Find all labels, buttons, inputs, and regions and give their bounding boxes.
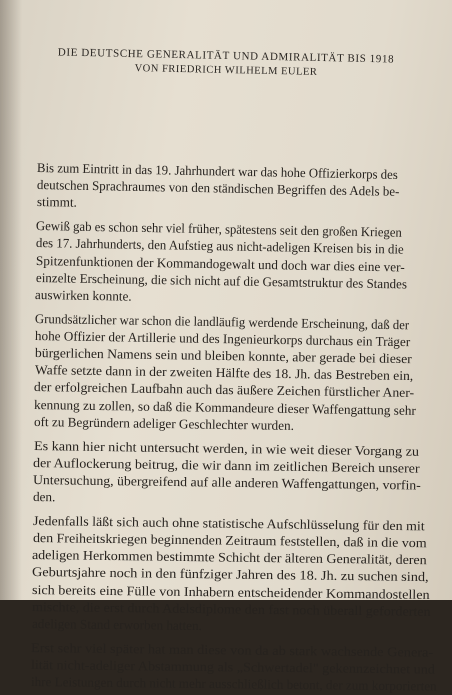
text-line: Spitzenfunktionen der Kommandogewalt und doch war dies eine ver- bbox=[35, 252, 405, 275]
text-line: lität nicht-adeliger Abstammung als „Schwertadel" gekennzeichnet und bbox=[30, 656, 436, 677]
text-line: bürgerlichen Namens sein und bleiben konnte, aber gerade bei dieser bbox=[34, 345, 412, 367]
text-line: adeligen Herkommen bestimmte Schicht der älteren Generalität, deren bbox=[32, 547, 428, 568]
text-line: deutschen Sprachraumes von den ständischen Begriffen des Adels be- bbox=[36, 177, 400, 200]
text-line: Erst sehr viel später hat man diese von da ab stark wachsende Genera- bbox=[31, 639, 434, 660]
text-line: der erfolgreichen Laufbahn auch das äußere Zeichen fürstlicher Aner- bbox=[34, 379, 415, 401]
text-line: Untersuchung, übergreifend auf alle anderen Waffengattungen, vorfin- bbox=[33, 471, 422, 493]
text-line: hohe Offizier der Artillerie und des Ingenieurkorps durchaus ein Träger bbox=[34, 327, 411, 350]
text-line: den. bbox=[32, 489, 56, 505]
text-line: Jedenfalls läßt sich auch ohne statistische Aufschlüsselung für den mit bbox=[32, 512, 425, 534]
text-line: ihre Leistungen durch nicht mehr ausschließlich betont, der zum korporierten bbox=[30, 674, 437, 694]
text-line: des 17. Jahrhunderts, den Aufstieg aus nicht-adeligen Kreisen bis in die bbox=[35, 235, 404, 257]
text-line: sich bereits eine Fülle von Inhabern entscheidender Kommandostellen bbox=[31, 581, 430, 602]
text-line: oft zu Begründern adeliger Geschlechter wurden. bbox=[33, 413, 295, 433]
author-byline: VON FRIEDRICH WILHELM EULER bbox=[134, 63, 318, 78]
text-line: Waffe setzte dann in der zweiten Hälfte des 18. Jh. das Bestreben ein, bbox=[34, 362, 413, 384]
text-line: mischte, die erst durch Adelsdiplome den fast noch überall geforderten bbox=[31, 598, 431, 619]
page-title: DIE DEUTSCHE GENERALITÄT UND ADMIRALITÄT BIS 1918 bbox=[57, 46, 395, 66]
text-line: Gewiß gab es schon sehr viel früher, spätestens seit den großen Kriegen bbox=[36, 218, 403, 240]
page-gutter-shadow bbox=[0, 0, 22, 600]
text-line: stimmt. bbox=[36, 194, 77, 211]
text-line: Bis zum Eintritt in das 19. Jahrhundert war das hohe Offizierkorps des bbox=[36, 160, 398, 182]
text-line: Es kann hier nicht untersucht werden, in wie weit dieser Vorgang zu bbox=[33, 437, 419, 459]
text-line: adeligen Stand erworben hatten. bbox=[31, 616, 202, 634]
text-line: den Freiheitskriegen beginnenden Zeitraum feststellen, daß in die vom bbox=[32, 530, 427, 551]
text-line: der Auflockerung beitrug, die wir dann im zeitlichen Bereich unserer bbox=[33, 454, 421, 476]
text-line: Geburtsjahre noch in den fünfziger Jahren des 18. Jh. zu suchen sind, bbox=[32, 564, 429, 585]
text-line: auswirken konnte. bbox=[35, 286, 133, 304]
text-line: einzelte Erscheinung, die sich nicht auf die Gesamtstruktur des Standes bbox=[35, 269, 407, 292]
text-line: Grundsätzlicher war schon die landläufig werdende Erscheinung, daß der bbox=[35, 310, 410, 332]
text-line: kennung zu zollen, so daß die Kommandeure dieser Waffengattung sehr bbox=[34, 396, 417, 418]
